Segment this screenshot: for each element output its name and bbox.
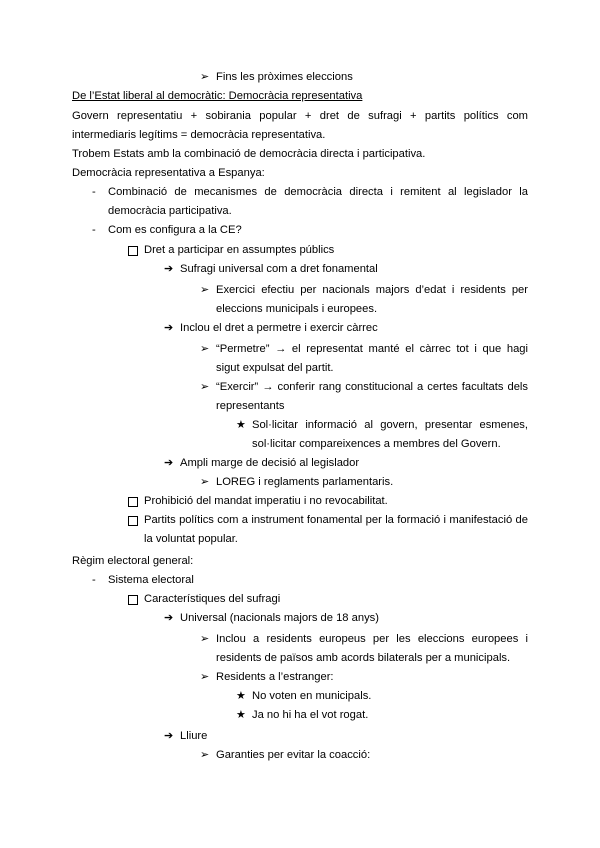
star-bullet: ★ bbox=[236, 419, 247, 431]
arrow-bullet: ➔ bbox=[164, 612, 174, 624]
text-line: “Permetre” → el representat manté el càrrec tot i que hagi bbox=[216, 343, 528, 355]
arrowhead-bullet: ➢ bbox=[200, 633, 210, 645]
dash-bullet: - bbox=[92, 186, 96, 198]
checkbox-icon bbox=[128, 246, 138, 256]
text-line: democràcia participativa. bbox=[108, 205, 232, 217]
text-line: Partits polítics com a instrument fonamental per la formació i manifestació de bbox=[144, 514, 528, 526]
arrowhead-bullet: ➢ bbox=[200, 71, 210, 83]
text-line: No voten en municipals. bbox=[252, 690, 372, 702]
arrow-bullet: ➔ bbox=[164, 322, 174, 334]
dash-bullet: - bbox=[92, 574, 96, 586]
text-line: Govern representatiu + sobirania popular + dret de sufragi + partits polítics com bbox=[72, 110, 528, 122]
text-line: Ampli marge de decisió al legislador bbox=[180, 457, 360, 469]
text-line: Sufragi universal com a dret fonamental bbox=[180, 263, 378, 275]
arrow-bullet: ➔ bbox=[164, 263, 174, 275]
text-line: intermediaris legítims = democràcia representativa. bbox=[72, 129, 326, 141]
text-line: Garanties per evitar la coacció: bbox=[216, 749, 371, 761]
text-line: Combinació de mecanismes de democràcia directa i remitent al legislador la bbox=[108, 186, 528, 198]
checkbox-icon bbox=[128, 595, 138, 605]
text-line: Dret a participar en assumptes públics bbox=[144, 244, 335, 256]
star-bullet: ★ bbox=[236, 690, 247, 702]
dash-bullet: - bbox=[92, 224, 96, 236]
text-line: Ja no hi ha el vot rogat. bbox=[252, 709, 369, 721]
arrow-bullet: ➔ bbox=[164, 730, 174, 742]
text-line: Trobem Estats amb la combinació de democràcia directa i participativa. bbox=[72, 148, 426, 160]
text-line: Residents a l’estranger: bbox=[216, 671, 334, 683]
arrow-bullet: ➔ bbox=[164, 457, 174, 469]
arrowhead-bullet: ➢ bbox=[200, 671, 210, 683]
text-line: Prohibició del mandat imperatiu i no revocabilitat. bbox=[144, 495, 388, 507]
text-line: la voluntat popular. bbox=[144, 533, 238, 545]
checkbox-icon bbox=[128, 516, 138, 526]
text-line: Sol·licitar informació al govern, presentar esmenes, bbox=[252, 419, 528, 431]
text-line: representants bbox=[216, 400, 285, 412]
text-line: Inclou a residents europeus per les eleccions europees i bbox=[216, 633, 528, 645]
text-line: Lliure bbox=[180, 730, 208, 742]
checkbox-icon bbox=[128, 497, 138, 507]
text-line: Democràcia representativa a Espanya: bbox=[72, 167, 265, 179]
text-line: LOREG i reglaments parlamentaris. bbox=[216, 476, 394, 488]
arrowhead-bullet: ➢ bbox=[200, 343, 210, 355]
text-line: sol·licitar compareixences a membres del Govern. bbox=[252, 438, 501, 450]
section-heading: De l’Estat liberal al democràtic: Democràcia representativa bbox=[72, 90, 363, 102]
arrowhead-bullet: ➢ bbox=[200, 284, 210, 296]
arrowhead-bullet: ➢ bbox=[200, 381, 210, 393]
text-line: Sistema electoral bbox=[108, 574, 194, 586]
arrowhead-bullet: ➢ bbox=[200, 476, 210, 488]
text-line: Com es configura a la CE? bbox=[108, 224, 242, 236]
text-line: Característiques del sufragi bbox=[144, 593, 281, 605]
text-line: residents de països amb acords bilaterals per a municipals. bbox=[216, 652, 511, 664]
star-bullet: ★ bbox=[236, 709, 247, 721]
text-line: eleccions municipals i europees. bbox=[216, 303, 378, 315]
text-line: sigut expulsat del partit. bbox=[216, 362, 334, 374]
text-line: Inclou el dret a permetre i exercir càrrec bbox=[180, 322, 378, 334]
text-line: Règim electoral general: bbox=[72, 555, 194, 567]
text-line: Exercici efectiu per nacionals majors d’edat i residents per bbox=[216, 284, 528, 296]
text-line: Fins les pròximes eleccions bbox=[216, 71, 353, 83]
text-line: “Exercir” → conferir rang constitucional a certes facultats dels bbox=[216, 381, 528, 393]
text-line: Universal (nacionals majors de 18 anys) bbox=[180, 612, 379, 624]
arrowhead-bullet: ➢ bbox=[200, 749, 210, 761]
